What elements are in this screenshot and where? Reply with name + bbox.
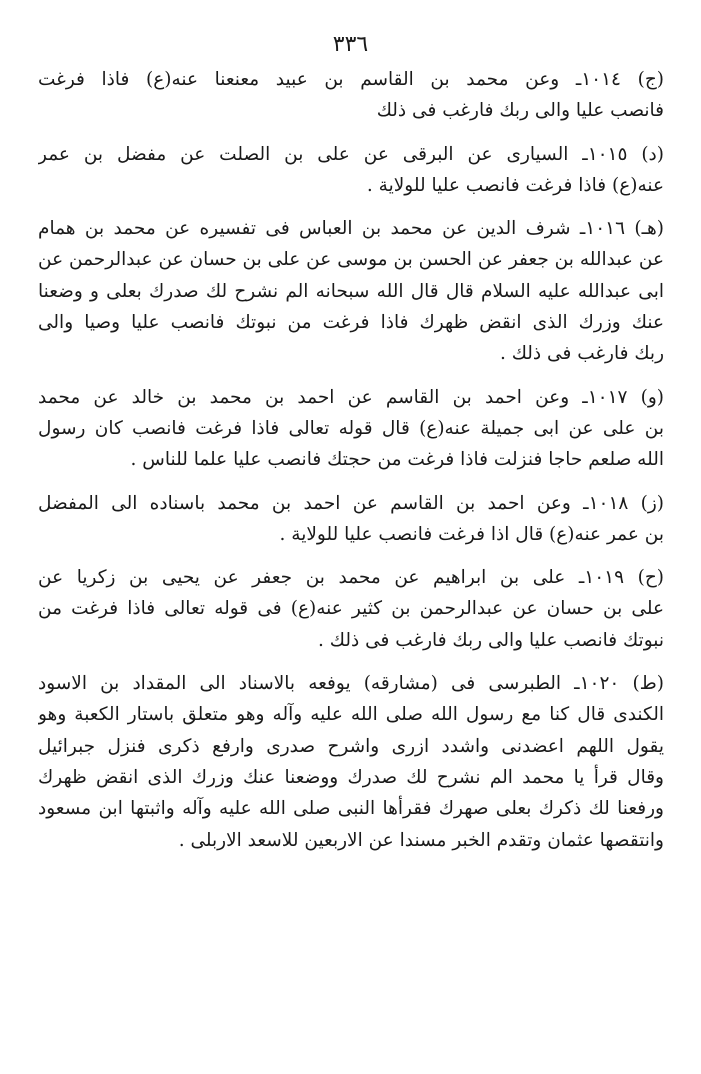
text-line: ابى عبدالله عليه السلام قال قال الله سبحانه الم نشرح لك صدرك بعلى و وضعنا — [38, 280, 664, 302]
text-line: عن عبدالله بن جعفر عن الحسن بن موسى عن على بن حسان عن عبدالرحمن عن — [38, 249, 664, 271]
hadith-entry-zay — [38, 488, 664, 551]
hadith-entry-waw — [38, 382, 664, 476]
hadith-entry-ha2 — [38, 562, 664, 656]
page-content — [38, 64, 664, 868]
text-line: ورفعنا لك ذكرك بعلى صهرك فقرأها النبى صلى الله عليه وآله واثبتها ابن مسعود — [38, 798, 664, 820]
text-line: بن عمر عنه(ع) قال اذا فرغت فانصب عليا للولاية . — [279, 523, 664, 545]
hadith-entry-jim — [38, 64, 664, 127]
text-line: (ط) ١٠٢٠ـ الطبرسى فى (مشارقه) يوفعه بالاسناد الى المقداد بن الاسود — [38, 673, 664, 695]
text-line: (د) ١٠١٥ـ السيارى عن البرقى عن على بن الصلت عن مفضل بن عمر — [38, 143, 664, 165]
text-line: وانتقصها عثمان وتقدم الخبر مسندا عن الاربعين للاسعد الاربلى . — [178, 829, 664, 851]
text-line: (ج) ١٠١٤ـ وعن محمد بن القاسم بن عبيد معنعنا عنه(ع) فاذا فرغت — [38, 69, 664, 90]
text-line: الله صلعم حاجا فنزلت فاذا فرغت من حجتك فانصب عليا علما للناس . — [130, 449, 664, 471]
text-line: (ز) ١٠١٨ـ وعن احمد بن القاسم عن احمد بن محمد باسناده الى المفضل — [38, 492, 664, 514]
text-line: بن على عن ابى جميلة عنه(ع) قال قوله تعالى فاذا فرغت فانصب كان رسول — [38, 417, 664, 439]
text-line: عنه(ع) فاذا فرغت فانصب عليا للولاية . — [366, 174, 664, 196]
text-line: (و) ١٠١٧ـ وعن احمد بن القاسم عن احمد بن محمد بن خالد عن محمد — [38, 386, 664, 408]
hadith-entry-ta — [38, 668, 664, 856]
text-line: يقول اللهم اعضدنى واشدد ازرى واشرح صدرى وارفع ذكرى فنزل جبرائيل — [38, 735, 664, 757]
text-line: (ح) ١٠١٩ـ على بن ابراهيم عن محمد بن جعفر عن يحيى بن زكريا عن — [38, 567, 664, 589]
text-line: فانصب عليا والى ربك فارغب فى ذلك — [376, 100, 664, 122]
hadith-entry-dal — [38, 139, 664, 202]
text-line: وقال قرأ يا محمد الم نشرح لك صدرك ووضعنا عنك وزرك الذى انقض ظهرك — [38, 766, 664, 788]
text-line: عنك وزرك الذى انقض ظهرك فاذا فرغت من نبوتك فانصب عليا وصيا والى — [38, 312, 664, 334]
page-number: ٣٣٦ — [332, 32, 369, 57]
hadith-entry-ha — [38, 213, 664, 369]
text-line: ربك فارغب فى ذلك . — [499, 343, 664, 365]
text-line: نبوتك فانصب عليا والى ربك فارغب فى ذلك . — [318, 629, 664, 651]
text-line: (هـ) ١٠١٦ـ شرف الدين عن محمد بن العباس فى تفسيره عن محمد بن همام — [38, 218, 664, 240]
text-line: الكندى قال كنا مع رسول الله صلى الله عليه وآله وهو متعلق باستار الكعبة وهو — [38, 704, 664, 726]
text-line: على بن حسان عن عبدالرحمن بن كثير عنه(ع) فى قوله تعالى فاذا فرغت من — [38, 598, 664, 620]
